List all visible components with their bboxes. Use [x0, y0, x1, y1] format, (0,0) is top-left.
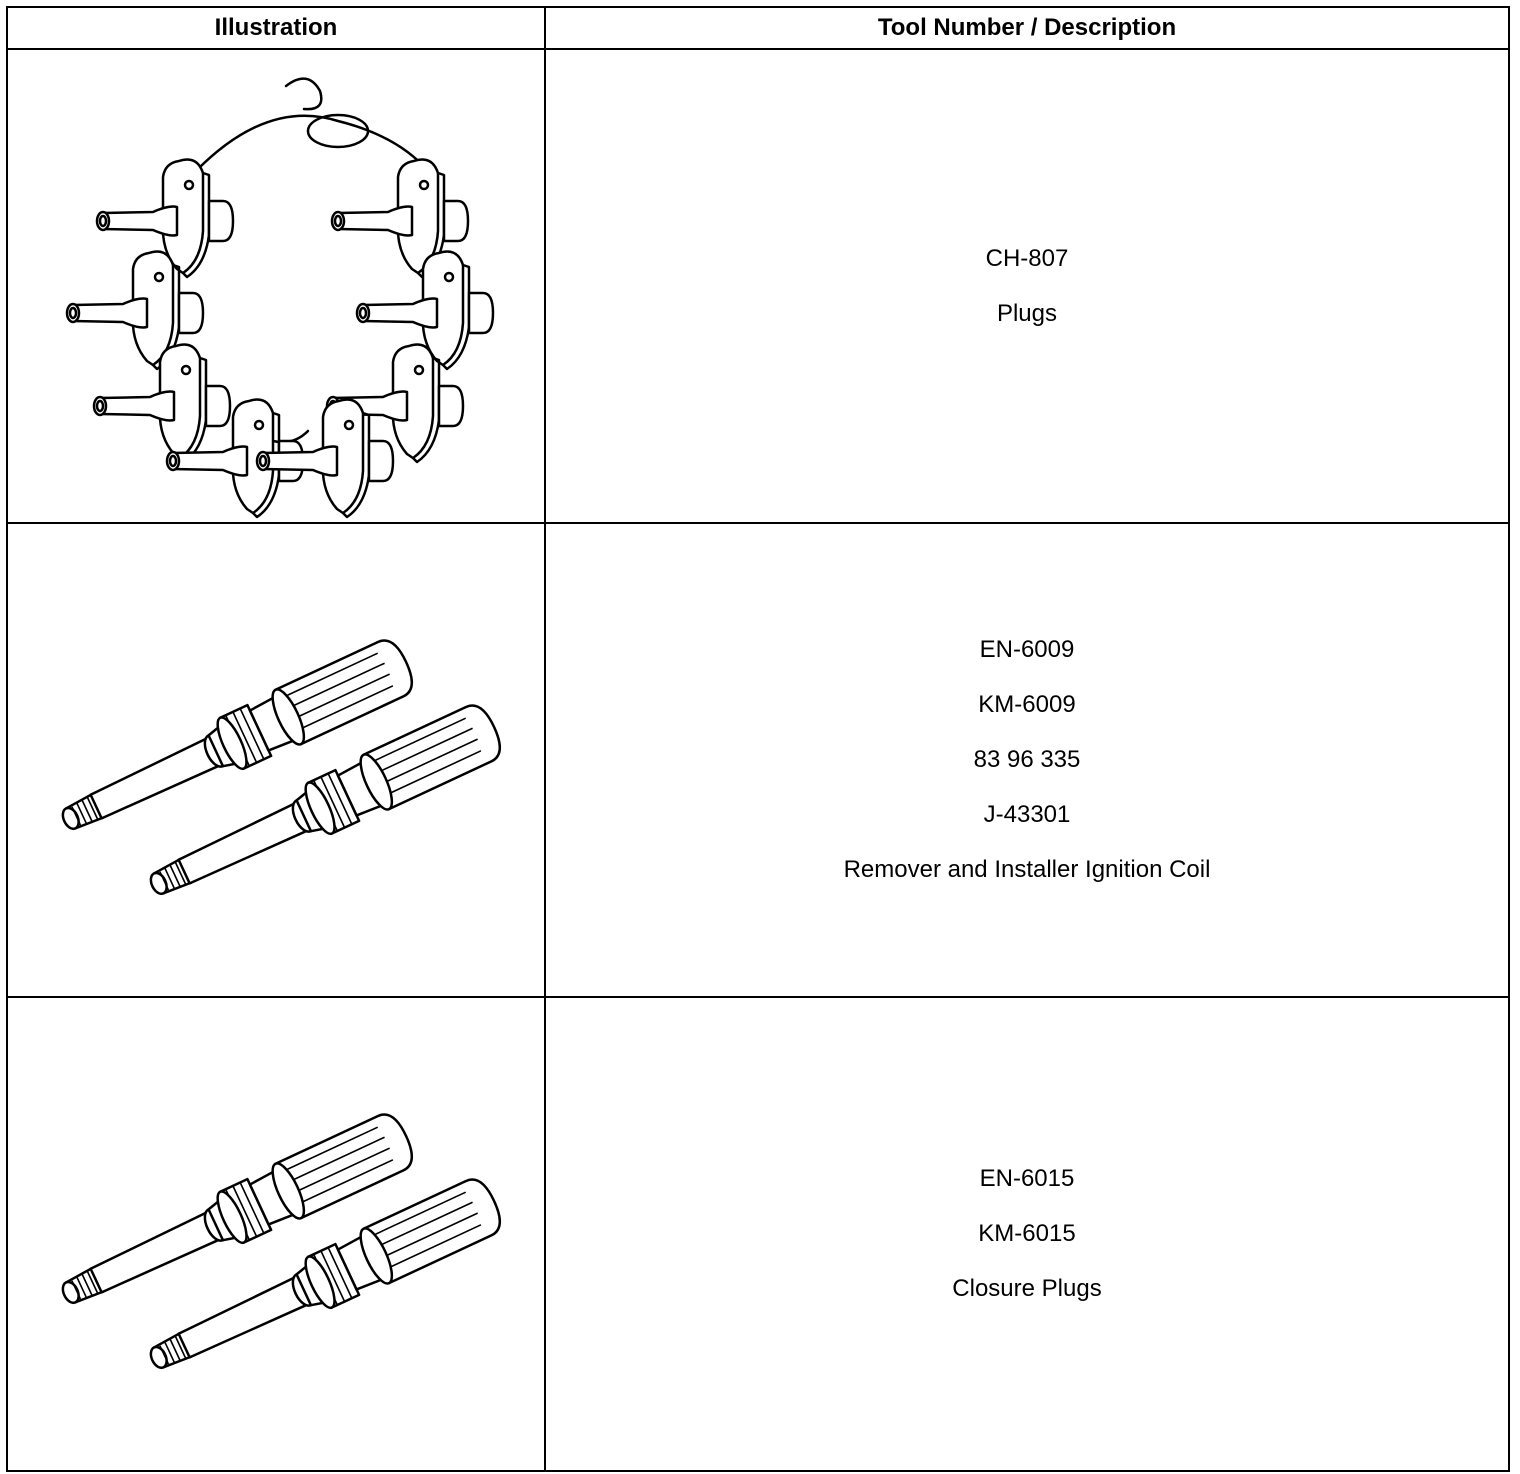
plugs-ring-icon [8, 51, 544, 521]
special-tools-table [6, 6, 1510, 1472]
tool-number: EN-6009 [979, 636, 1075, 663]
tool-number: KM-6015 [978, 1220, 1076, 1247]
tool-number: 83 96 335 [973, 746, 1081, 773]
tool-number: EN-6015 [979, 1165, 1075, 1192]
header-tool-number-description: Tool Number / Description [545, 7, 1509, 49]
table-row [7, 523, 1509, 997]
illustration-cell [7, 49, 545, 523]
tool-description-cell [545, 49, 1509, 523]
tool-number: J-43301 [983, 801, 1071, 828]
tool-number: KM-6009 [978, 691, 1076, 718]
table-header-row [7, 7, 1509, 49]
tool-description-cell [545, 523, 1509, 997]
illustration-cell [7, 997, 545, 1471]
tool-description: Remover and Installer Ignition Coil [843, 856, 1211, 883]
tool-description-cell [545, 997, 1509, 1471]
tool-description: Plugs [996, 299, 1058, 327]
table-row [7, 49, 1509, 523]
table-row [7, 997, 1509, 1471]
tool-description: Closure Plugs [952, 1275, 1102, 1302]
two-screwdriver-tools-icon [8, 999, 544, 1469]
tool-number: CH-807 [985, 244, 1069, 272]
illustration-cell [7, 523, 545, 997]
header-illustration: Illustration [7, 7, 545, 49]
two-screwdriver-tools-icon [8, 525, 544, 995]
